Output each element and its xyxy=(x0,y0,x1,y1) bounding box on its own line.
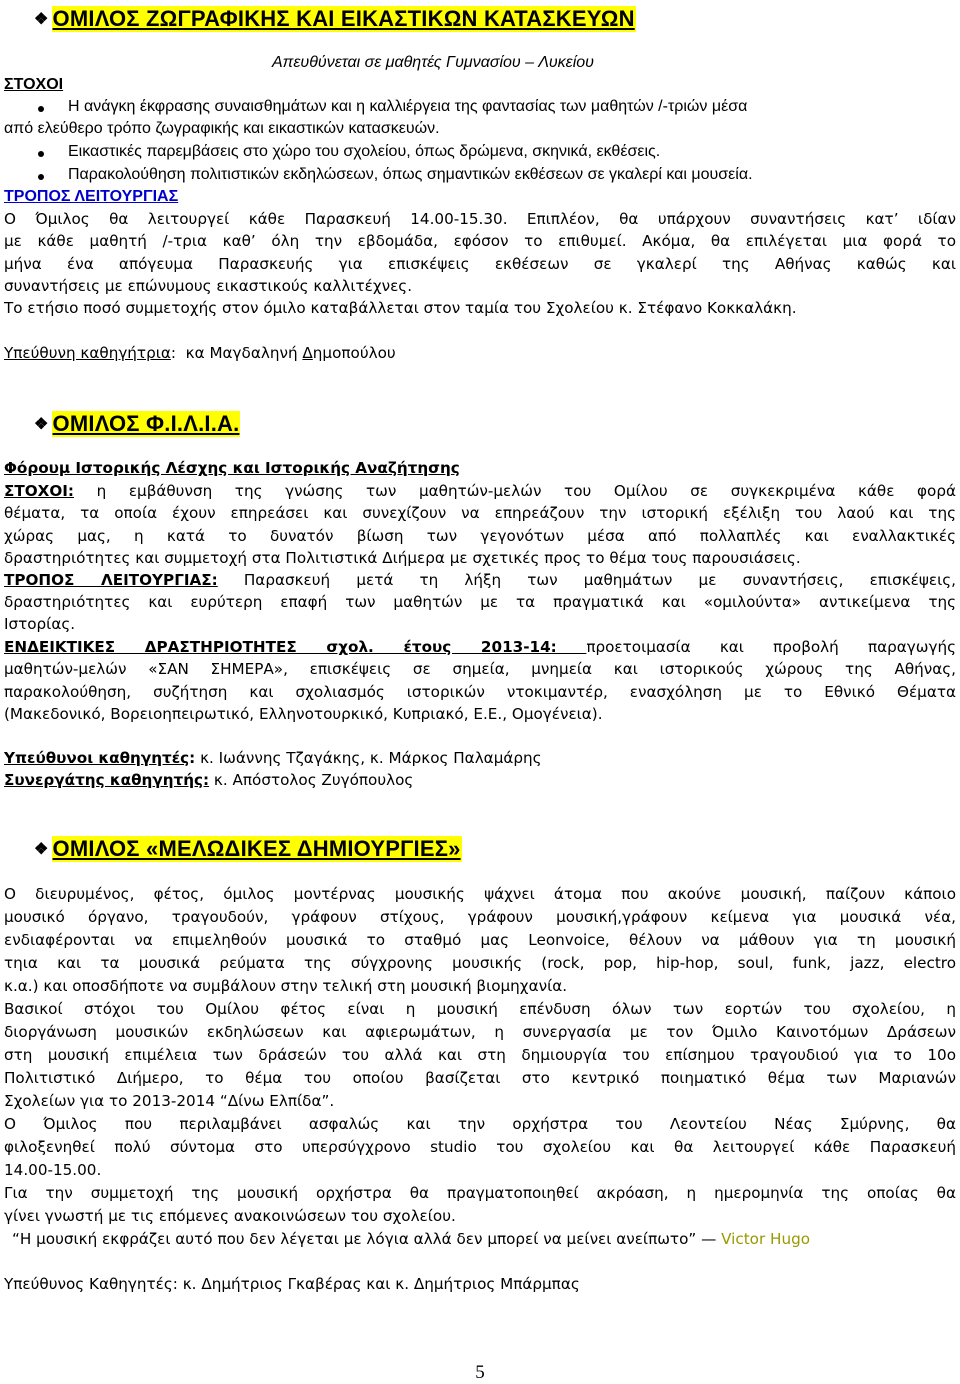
section1-operation-line: με κάθε μαθητή /-τρια καθ’ όλη την εβδομάδα, εφόσον το επιθυμεί. Ακόμα, θα επιλέγεται μια φορά το xyxy=(4,232,956,250)
bullet-dot-icon xyxy=(38,151,44,157)
diamond-bullet-icon: ❖ xyxy=(34,11,49,28)
section3-line: 14.00-15.00. xyxy=(4,1161,102,1179)
bullet-dot-icon xyxy=(38,174,44,180)
section1-goals-label: ΣΤΟΧΟΙ xyxy=(4,76,64,93)
section2-operation-line: Ιστορίας. xyxy=(4,615,76,633)
section2-activities-line: ΕΝΔΕΙΚΤΙΚΕΣ ΔΡΑΣΤΗΡΙΟΤΗΤΕΣ σχολ. έτους 2013-14: προετοιμασία και προβολή παραγωγής xyxy=(4,638,957,656)
section1-teacher-label: Υπεύθυνη καθηγήτρια xyxy=(4,344,171,362)
page-number: 5 xyxy=(475,1362,485,1383)
section3-title: ΟΜΙΛΟΣ «ΜΕΛΩΔΙΚΕΣ ΔΗΜΙΟΥΡΓΙΕΣ» xyxy=(52,836,461,861)
section2-goals-line: δραστηριότητες και συμμετοχή στα Πολιτιστικά Διήμερα με σχετικές προς το θέμα τους παρουσιάσεις. xyxy=(4,549,801,567)
section1-bullet-item: Η ανάγκη έκφρασης συναισθημάτων και η καλλιέργεια της φαντασίας των μαθητών /-τριών μέσα xyxy=(4,98,956,120)
section2-subtitle: Φόρουμ Ιστορικής Λέσχης και Ιστορικής Αναζήτησης xyxy=(4,459,460,477)
bullet-dot-icon xyxy=(38,106,44,112)
section1-bullet-continuation: από ελεύθερο τρόπο ζωγραφικής και εικαστικών κατασκευών. xyxy=(4,120,440,137)
section1-operation-line: Ο Όμιλος θα λειτουργεί κάθε Παρασκευή 14.00-15.30. Επιπλέον, θα υπάρχουν συναντήσεις κατ’ ιδίαν xyxy=(4,210,956,228)
section1-audience: Απευθύνεται σε μαθητές Γυμνασίου – Λυκείου xyxy=(272,54,594,71)
section1-bullet-item: Εικαστικές παρεμβάσεις στο χώρο του σχολείου, όπως δρώμενα, σκηνικά, εκθέσεις. xyxy=(4,143,956,165)
section3-line: μουσικό όργανο, τραγουδούν, γράφουν στίχους, γράφουν μουσική,γράφουν κείμενα για μουσικά νέα, xyxy=(4,908,956,926)
section3-teachers: Υπεύθυνος Καθηγητές: κ. Δημήτριος Γκαβέρας και κ. Δημήτριος Μπάρμπας xyxy=(4,1275,580,1293)
section3-line: ενδιαφέρονται να επιμεληθούν μουσικά το σταθμό μας Leonvoice, θέλουν να μάθουν για τη μουσική xyxy=(4,931,956,949)
section2-collab-row: Συνεργάτης καθηγητής: κ. Απόστολος Ζυγόπουλος xyxy=(4,771,414,789)
section3-line: γίνει γνωστή με τις επόμενες ανακοινώσεων του σχολείου. xyxy=(4,1207,456,1225)
section1-operation-line: μήνα ένα απόγευμα Παρασκευής για επισκέψεις εκθέσεων σε γκαλερί της Αθήνας καθώς και xyxy=(4,255,956,273)
diamond-bullet-icon: ❖ xyxy=(34,841,49,858)
section3-line: φιλοξενηθεί πολύ σύντομα στο υπερσύγχρονο studio του σχολείου και θα λειτουργεί κάθε Παρασκευή xyxy=(4,1138,956,1156)
section1-heading xyxy=(34,6,636,32)
diamond-bullet-icon: ❖ xyxy=(34,416,49,433)
section1-teacher-name: κα Μαγδαληνή Δημοπούλου xyxy=(185,344,396,362)
section2-goals-line: χώρας μας, η κατά το δυνατόν βίωση των γεγονότων μέσα από πολλαπλές και εναλλακτικές xyxy=(4,527,956,545)
section3-line: τηια και τα μουσικά ρεύματα της σύγχρονης μουσικής (rock, pop, hip-hop, soul, funk, jazz, electro xyxy=(4,954,956,972)
section3-line: Ο Όμιλος που περιλαμβάνει ασφαλώς και την ορχήστρα του Λεοντείου Νέας Σμύρνης, θα xyxy=(4,1115,956,1133)
section2-title: ΟΜΙΛΟΣ Φ.Ι.Λ.Ι.Α. xyxy=(52,411,240,436)
section2-activities-line: (Μακεδονικό, Βορειοηπειρωτικό, Ελληνοτουρκικό, Κυπριακό, Ε.Ε., Ομογένεια). xyxy=(4,705,603,723)
section2-goals-line: ΣΤΟΧΟΙ: η εμβάθυνση της γνώσης των μαθητών-μελών του Ομίλου σε συγκεκριμένα κάθε φορά xyxy=(4,482,956,500)
section1-operation-line: συναντήσεις με επώνυμους εικαστικούς καλλιτέχνες. xyxy=(4,277,413,295)
section2-activities-line: μαθητών-μελών «ΣΑΝ ΣΗΜΕΡΑ», επισκέψεις σε σημεία, μνημεία και ιστορικούς χώρους της Αθήνας, xyxy=(4,660,956,678)
section3-line: Ο διευρυμένος, φέτος, όμιλος μοντέρνας μουσικής ψάχνει άτομα που ακούνε μουσική, παίζουν κάποιο xyxy=(4,885,956,903)
section3-line: διοργάνωση μουσικών εκδηλώσεων και αφιερωμάτων, η συνεργασία με τον Όμιλο Καινοτόμων Δράσεων xyxy=(4,1023,956,1041)
section3-quote-author: Victor Hugo xyxy=(721,1230,811,1248)
section2-operation-line: ΤΡΟΠΟΣ ΛΕΙΤΟΥΡΓΙΑΣ: Παρασκευή μετά τη λήξη των μαθημάτων με συναντήσεις, επισκέψεις, xyxy=(4,571,957,589)
section1-bullet-item: Παρακολούθηση πολιτιστικών εκδηλώσεων, όπως σημαντικών εκθέσεων σε γκαλερί και μουσεία. xyxy=(4,166,956,188)
section2-teachers-row: Υπεύθυνοι καθηγητές: κ. Ιωάννης Τζαγάκης, κ. Μάρκος Παλαμάρης xyxy=(4,749,542,767)
section3-line: στη μουσική επιμέλεια των δράσεών του αλλά και στη δημιουργία του επίσημου τραγουδιού για το 10ο xyxy=(4,1046,956,1064)
section2-goals-line: θέματα, τα οποία έχουν επηρεάσει και συνεχίζουν να επηρεάζουν την ιστορική εξέλιξη του λαού και της xyxy=(4,504,956,522)
section3-line: κ.α.) και οποσδήποτε να συμβάλουν στην τελική στη μουσική βιομηχανία. xyxy=(4,977,568,995)
section1-operation-line: Το ετήσιο ποσό συμμετοχής στον όμιλο καταβάλλεται στον ταμία του Σχολείου κ. Στέφανο Κοκκαλάκη. xyxy=(4,299,797,317)
section2-heading xyxy=(34,411,240,437)
section3-line: Βασικοί στόχοι του Ομίλου φέτος είναι η μουσική επένδυση όλων των εορτών του σχολείου, η xyxy=(4,1000,956,1018)
section3-line: Σχολείων για το 2013-2014 “Δίνω Ελπίδα”. xyxy=(4,1092,335,1110)
section2-operation-line: δραστηριότητες και ευρύτερη επαφή των μαθητών με τα πραγματικά και «ομιλούντα» αντικείμενα της xyxy=(4,593,956,611)
section3-line: Πολιτιστικό Διήμερο, το θέμα του οποίου βασίζεται στο κεντρικό ποιηματικό θέμα των Μαριανών xyxy=(4,1069,956,1087)
section2-activities-line: παρακολούθηση, συζήτηση και σχολιασμός ιστορικών ντοκιμαντέρ, ενασχόληση με το Εθνικό Θέματα xyxy=(4,683,956,701)
section1-operation-label: ΤΡΟΠΟΣ ΛΕΙΤΟΥΡΓΙΑΣ xyxy=(4,188,179,205)
section3-heading xyxy=(34,836,462,862)
section1-title: ΟΜΙΛΟΣ ΖΩΓΡΑΦΙΚΗΣ ΚΑΙ ΕΙΚΑΣΤΙΚΩΝ ΚΑΤΑΣΚΕΥΩΝ xyxy=(52,6,635,31)
section3-line: Για την συμμετοχή της μουσική ορχήστρα θα πραγματοποιηθεί ακρόαση, η ημερομηνία της οποίας θα xyxy=(4,1184,956,1202)
section1-teacher-row: Υπεύθυνη καθηγήτρια: κα Μαγδαληνή Δημοπούλου xyxy=(4,344,396,362)
section3-quote-row: “Η μουσική εκφράζει αυτό που δεν λέγεται με λόγια αλλά δεν μπορεί να μείνει ανείπωτο” — Victor Hugo xyxy=(12,1230,811,1248)
section3-quote: “Η μουσική εκφράζει αυτό που δεν λέγεται με λόγια αλλά δεν μπορεί να μείνει ανείπωτο” xyxy=(12,1230,697,1248)
